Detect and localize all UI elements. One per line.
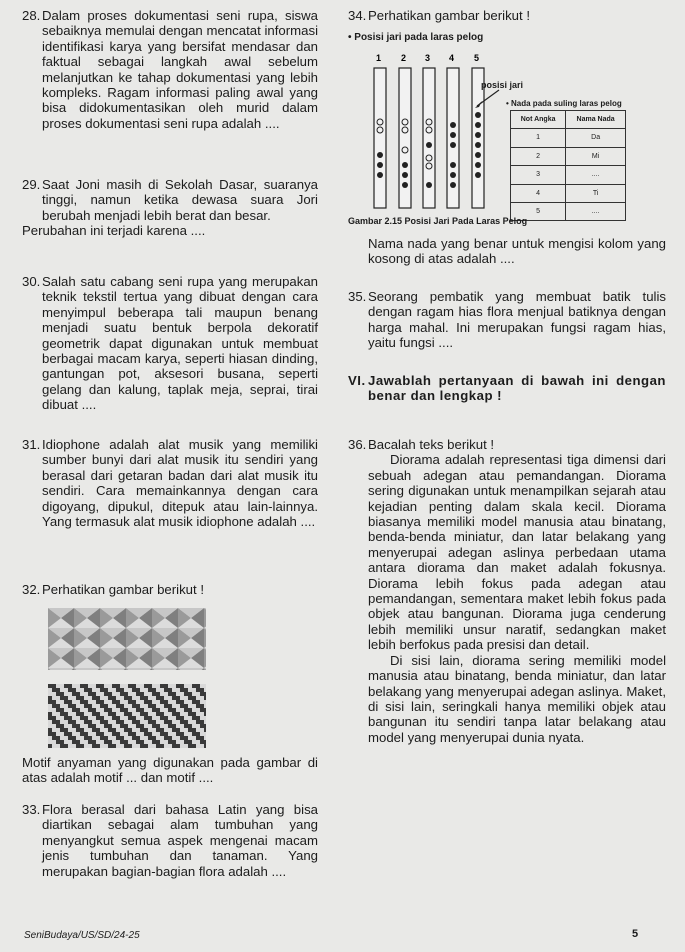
question-text: Idiophone adalah alat musik yang memiliki sumber bunyi dari alat musik itu sendiri yang berasal dari getaran badan dari alat musik itu sendiri. Cara memainkannya dengan cara digoyang, dipukul, ditepuk atau lain-lainnya. Yang termasuk alat musik idiophone adalah .... bbox=[42, 437, 318, 530]
table-cell: .... bbox=[566, 203, 626, 221]
question-34 bbox=[348, 8, 666, 23]
question-number: 32. bbox=[22, 582, 41, 597]
arrow-icon bbox=[473, 88, 503, 110]
weave-pattern-image-2 bbox=[48, 684, 206, 748]
table-title: • Nada pada suling laras pelog bbox=[506, 99, 622, 108]
question-number: 28. bbox=[22, 8, 41, 23]
table-row bbox=[511, 166, 626, 184]
table-cell: 3 bbox=[511, 166, 566, 184]
question-35 bbox=[348, 289, 666, 351]
table-header: Nama Nada bbox=[566, 111, 626, 129]
figure-caption: Gambar 2.15 Posisi Jari Pada Laras Pelog bbox=[348, 216, 528, 226]
question-number: 30. bbox=[22, 274, 41, 289]
question-29 bbox=[22, 177, 318, 239]
question-text: Bacalah teks berikut ! bbox=[368, 437, 495, 452]
section-number: VI. bbox=[348, 373, 366, 388]
table-cell: Da bbox=[566, 129, 626, 147]
question-number: 34. bbox=[348, 8, 367, 23]
page-number: 5 bbox=[632, 928, 639, 940]
question-text: Perhatikan gambar berikut ! bbox=[368, 8, 530, 23]
question-text: Dalam proses dokumentasi seni rupa, siswa sebaiknya memulai dengan mencatat informasi identifikasi karya yang bersifat mendasar dan faktual sebagai langkah awal sebelum melanjutkan ke tahap dokumentasi yang lebih kompleks. Ragam informasi paling awal yang bisa didokumentasikan oleh murid dalam proses dokumentasi seni rupa adalah .... bbox=[42, 8, 318, 131]
question-36 bbox=[348, 437, 666, 745]
figure-title: • Posisi jari pada laras pelog bbox=[348, 32, 484, 43]
table-cell: 2 bbox=[511, 147, 566, 165]
question-number: 35. bbox=[348, 289, 367, 304]
question-33 bbox=[22, 802, 318, 879]
table-row bbox=[511, 203, 626, 221]
flute-number: 1 bbox=[376, 53, 382, 63]
flute-1 bbox=[374, 68, 386, 208]
reading-paragraph-2: Di sisi lain, diorama sering memiliki model manusia atau binatang, benda miniatur, dan latar belakang yang menyerupai adegan aslinya. Maket, di sisi lain, seringkali hanya memiliki objek atau bangunan itu sendiri tanpa latar belakang atau model yang menyerupai dunia nyata. bbox=[368, 652, 666, 745]
flute-number: 3 bbox=[425, 53, 431, 63]
table-row bbox=[511, 184, 626, 202]
suling-finger-diagram bbox=[366, 50, 506, 210]
section-instruction: Jawablah pertanyaan di bawah ini dengan benar dan lengkap ! bbox=[368, 373, 666, 404]
question-text: Perhatikan gambar berikut ! bbox=[42, 582, 204, 597]
question-number: 33. bbox=[22, 802, 41, 817]
question-text: Seorang pembatik yang membuat batik tulis dengan ragam hias flora menjual batiknya dengan harga mahal. Ini merupakan fungsi ragam hias, yaitu fungsi .... bbox=[368, 289, 666, 351]
weave-pattern-image-1 bbox=[48, 608, 206, 670]
posisi-jari-label: posisi jari bbox=[481, 80, 524, 90]
flute-number: 2 bbox=[401, 53, 407, 63]
table-row bbox=[511, 129, 626, 147]
question-number: 31. bbox=[22, 437, 41, 452]
reading-paragraph-1: Diorama adalah representasi tiga dimensi dari sebuah adegan atau pemandangan. Diorama sering digunakan untuk menampilkan sejarah atau kejadian penting dalam skala kecil. Diorama biasanya memiliki model manusia atau binatang, benda-benda miniatur, dan latar belakang yang menyerupai adegan aslinya perbedaan utama antara diorama dan maket adalah fokusnya. Diorama lebih fokus pada adegan atau pemandangan, sementara maket lebih fokus pada objek atau bangunan. Diorama juga cenderung lebih memiliki unsur naratif, sedangkan maket lebih berfokus pada presisi dan detail. bbox=[368, 452, 666, 653]
table-row bbox=[511, 147, 626, 165]
question-31 bbox=[22, 437, 318, 529]
question-text: Salah satu cabang seni rupa yang merupakan teknik tekstil tertua yang dibuat dengan cara menyimpul beberapa tali maupun benang menjadi suatu bentuk berpola dekoratif geometrik dapat digunakan untuk membuat berbagai macam karya, seperti hiasan dinding, gantungan pot, aksesori busana, seperti gelang dan kalung, taplak meja, seprai, tirai dibuat .... bbox=[42, 274, 318, 413]
footer-code: SeniBudaya/US/SD/24-25 bbox=[24, 930, 140, 941]
table-cell: 1 bbox=[511, 129, 566, 147]
flute-number: 4 bbox=[449, 53, 455, 63]
question-number: 29. bbox=[22, 177, 41, 192]
question-32 bbox=[22, 582, 318, 597]
question-text: Saat Joni masih di Sekolah Dasar, suaranya tinggi, namun ketika dewasa suara Jori berubah menjadi lebih berat dan besar. bbox=[42, 177, 318, 223]
question-prompt: Perubahan ini terjadi karena .... bbox=[22, 223, 206, 239]
table-cell: Mi bbox=[566, 147, 626, 165]
question-text: Flora berasal dari bahasa Latin yang bisa diartikan sebagai alam tumbuhan yang menyangkut semua aspek mengenai macam jenis tumbuhan dan tanaman. Yang merupakan bagian-bagian flora adalah .... bbox=[42, 802, 318, 879]
question-prompt: Nama nada yang benar untuk mengisi kolom yang kosong di atas adalah .... bbox=[368, 236, 666, 267]
table-cell: Ti bbox=[566, 184, 626, 202]
question-28 bbox=[22, 8, 318, 131]
question-30 bbox=[22, 274, 318, 413]
nada-table bbox=[510, 110, 626, 221]
question-34-prompt bbox=[348, 236, 666, 267]
table-cell: 4 bbox=[511, 184, 566, 202]
table-cell: 5 bbox=[511, 203, 566, 221]
section-vi-heading bbox=[348, 373, 666, 404]
question-32-prompt bbox=[22, 755, 318, 786]
question-prompt: Motif anyaman yang digunakan pada gambar di atas adalah motif ... dan motif .... bbox=[22, 755, 318, 786]
flute-number: 5 bbox=[474, 53, 480, 63]
table-cell: .... bbox=[566, 166, 626, 184]
question-number: 36. bbox=[348, 437, 367, 452]
table-header: Not Angka bbox=[511, 111, 566, 129]
